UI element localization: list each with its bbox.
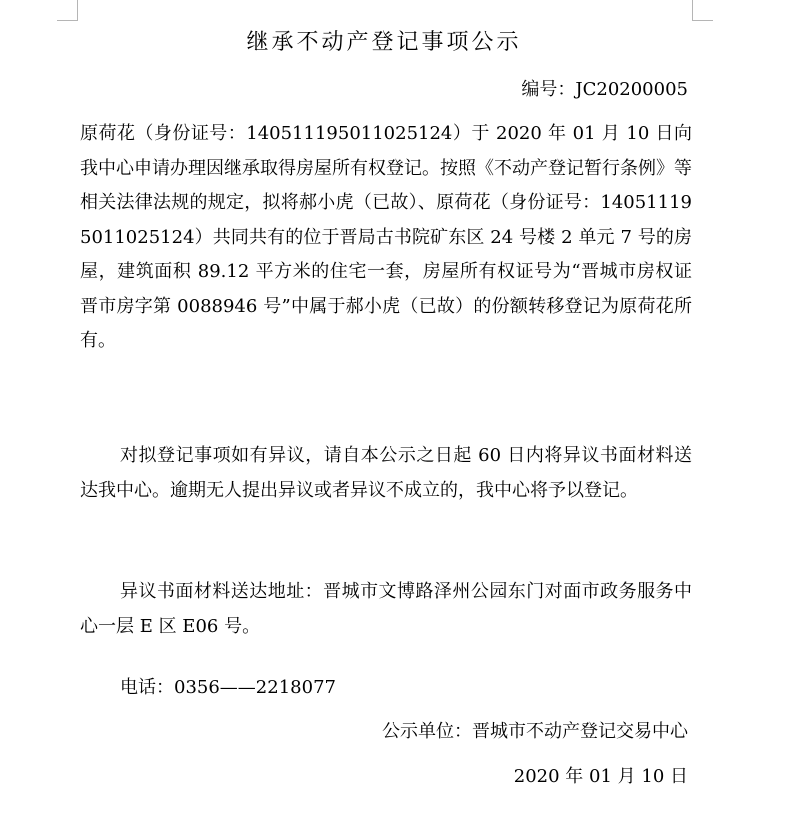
crop-mark-top-left	[57, 0, 78, 21]
crop-mark-top-right	[692, 0, 713, 21]
notice-paragraph-main: 原荷花（身份证号：140511195011025124）于 2020 年 01 月 10 日向我中心申请办理因继承取得房屋所有权登记。按照《不动产登记暂行条例》等相关法律法规的规定，拟将郝小虎（已故）、原荷花（身份证号：140511195011025124）共同共有的位于晋局古书院矿东区 24 号楼 2 单元 7 号的房屋，建筑面积 89.12 平方米的住宅一套，房屋所有权证号为“晋城市房权证晋市房字第 0088946 号”中属于郝小虎（已故）的份额转移登记为原荷花所有。	[80, 123, 692, 351]
publisher-unit: 公示单位：晋城市不动产登记交易中心	[382, 721, 688, 742]
publish-date: 2020 年 01 月 10 日	[513, 766, 688, 787]
document-number: 编号：JC20200005	[521, 79, 688, 100]
notice-paragraph-address: 异议书面材料送达地址：晋城市文博路泽州公园东门对面市政务服务中心一层 E 区 E06 号。	[80, 581, 692, 637]
notice-paragraph-objection: 对拟登记事项如有异议，请自本公示之日起 60 日内将异议书面材料送达我中心。逾期无人提出异议或者异议不成立的，我中心将予以登记。	[80, 445, 692, 501]
contact-phone: 电话：0356——2218077	[120, 677, 336, 698]
document-title: 继承不动产登记事项公示	[246, 30, 522, 55]
